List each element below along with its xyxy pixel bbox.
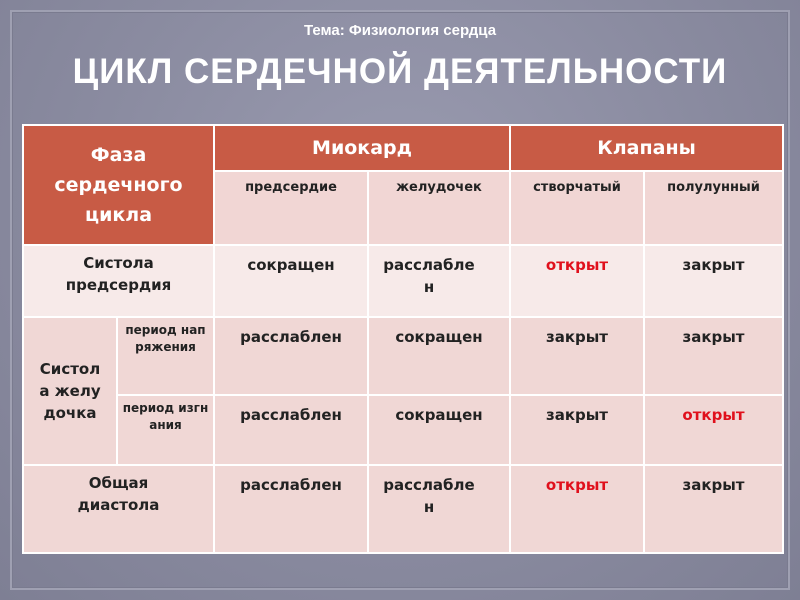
subheader-atrium: предсердие bbox=[214, 171, 368, 245]
header-valves: Клапаны bbox=[510, 125, 783, 171]
cell-semilunar: открыт bbox=[644, 395, 783, 465]
heart-cycle-table bbox=[22, 124, 784, 554]
subheader-leaflet bbox=[510, 171, 644, 245]
subheader-semilunar bbox=[644, 171, 783, 245]
row-label-text: Систола предсердия bbox=[65, 254, 172, 294]
group-label bbox=[23, 317, 117, 465]
group-label-text: Систола желудочка bbox=[39, 360, 101, 422]
cell-ventricle bbox=[368, 245, 510, 317]
table-row bbox=[23, 245, 783, 317]
slide-title: ЦИКЛ СЕРДЕЧНОЙ ДЕЯТЕЛЬНОСТИ bbox=[72, 52, 728, 91]
cell-atrium: расслаблен bbox=[214, 465, 368, 553]
subheader-semilunar-label: полулунный bbox=[667, 180, 760, 195]
row-label bbox=[23, 245, 214, 317]
table-row bbox=[23, 395, 783, 465]
header-phase bbox=[23, 125, 214, 245]
cell-leaflet: открыт bbox=[510, 465, 644, 553]
row-label-text: период напряжения bbox=[125, 323, 206, 354]
cell-ventricle-text: расслаблен bbox=[383, 256, 475, 296]
header-phase-label: Фаза сердечного цикла bbox=[54, 144, 183, 226]
cell-atrium: расслаблен bbox=[214, 395, 368, 465]
subheader-ventricle: желудочек bbox=[368, 171, 510, 245]
cell-ventricle: сокращен bbox=[368, 317, 510, 395]
cell-ventricle-text: расслаблен bbox=[383, 476, 475, 516]
row-label bbox=[117, 395, 214, 465]
table-row bbox=[23, 317, 783, 395]
row-label-text: период изгнания bbox=[122, 401, 209, 432]
row-label bbox=[23, 465, 214, 553]
cell-atrium: расслаблен bbox=[214, 317, 368, 395]
row-label-text: Общая диастола bbox=[77, 474, 160, 514]
slide-subtitle: Тема: Физиология сердца bbox=[303, 22, 497, 39]
subheader-leaflet-label: створчатый bbox=[533, 180, 621, 195]
cell-atrium: сокращен bbox=[214, 245, 368, 317]
table-row bbox=[23, 465, 783, 553]
header-myocard: Миокард bbox=[214, 125, 510, 171]
cell-semilunar: закрыт bbox=[644, 245, 783, 317]
cell-semilunar: закрыт bbox=[644, 317, 783, 395]
cell-leaflet: открыт bbox=[510, 245, 644, 317]
cell-ventricle: сокращен bbox=[368, 395, 510, 465]
cell-leaflet: закрыт bbox=[510, 395, 644, 465]
cell-ventricle bbox=[368, 465, 510, 553]
row-label bbox=[117, 317, 214, 395]
cell-semilunar: закрыт bbox=[644, 465, 783, 553]
cell-leaflet: закрыт bbox=[510, 317, 644, 395]
